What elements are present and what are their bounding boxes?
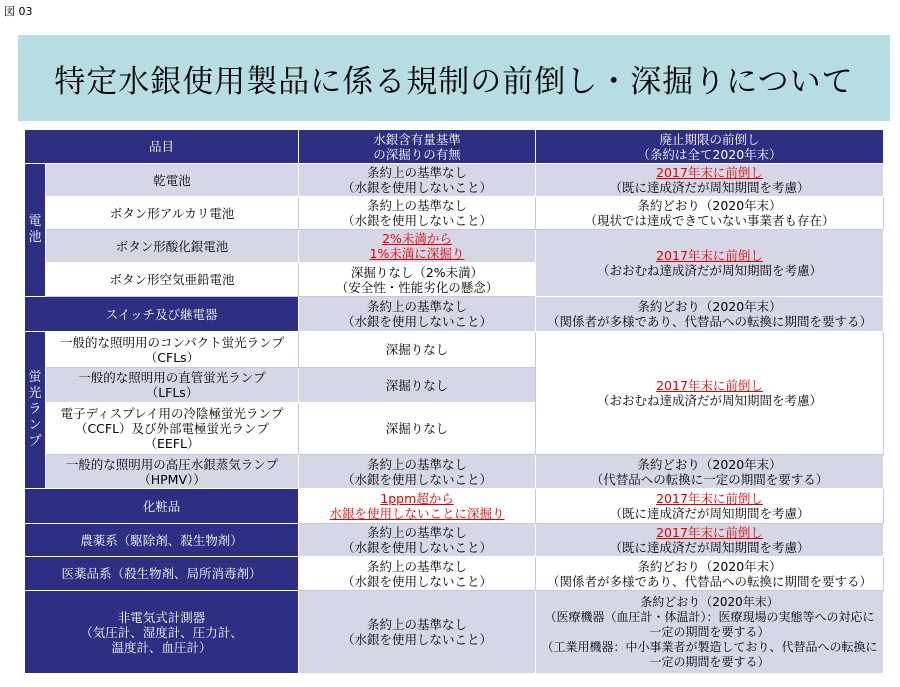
standard-cell: 条約上の基準なし （水銀を使用しないこと） — [299, 557, 536, 591]
item-cell: 電子ディスプレイ用の冷陰極蛍光ランプ （CCFL）及び外部電極蛍光ランプ （EEFL） — [46, 403, 299, 455]
deadline-cell: 条約どおり（2020年末） （医療機器（血圧計・体温計）：医療現場の実態等への対応に 一定の期間を要する） （工業用機器：中小事業者が製造しており、代替品への転換に 一定の期間を要する） — [536, 591, 884, 674]
standard-cell: 1ppm超から 水銀を使用しないことに深掘り — [299, 489, 536, 524]
item-cell: 化粧品 — [25, 489, 299, 524]
header-deadline: 廃止期限の前倒し （条約は全て2020年末） — [536, 130, 884, 164]
group-label-lamp: 蛍 光 ラ ン プ — [25, 332, 46, 489]
page-title: 特定水銀使用製品に係る規制の前倒し・深掘りについて — [54, 63, 854, 100]
standard-cell: 条約上の基準なし （水銀を使用しないこと） — [299, 524, 536, 557]
standard-cell: 条約上の基準なし （水銀を使用しないこと） — [299, 297, 536, 332]
table-row — [25, 591, 884, 674]
item-cell: ボタン形アルカリ電池 — [46, 197, 299, 230]
header-standard: 水銀含有量基準 の深掘りの有無 — [299, 130, 536, 164]
standard-cell: 条約上の基準なし （水銀を使用しないこと） — [299, 591, 536, 674]
item-cell: 一般的な照明用の直管蛍光ランプ （LFLs） — [46, 368, 299, 403]
table-row — [25, 455, 884, 489]
table-header-row — [25, 130, 884, 164]
deadline-cell: 条約どおり（2020年末） （代替品への転換に一定の期間を要する） — [536, 455, 884, 489]
standard-cell: 深掘りなし（2%未満） （安全性・性能劣化の懸念） — [299, 263, 536, 297]
title-banner — [18, 35, 890, 121]
figure-label: 図 03 — [4, 5, 33, 18]
table-row — [25, 164, 884, 197]
item-cell: ボタン形空気亜鉛電池 — [46, 263, 299, 297]
standard-cell: 条約上の基準なし （水銀を使用しないこと） — [299, 455, 536, 489]
standard-cell: 2%未満から 1%未満に深掘り — [299, 230, 536, 263]
deadline-cell: 2017年末に前倒し （おおむね達成済だが周知期間を考慮） — [536, 230, 884, 297]
table-row — [25, 524, 884, 557]
standard-cell: 条約上の基準なし （水銀を使用しないこと） — [299, 164, 536, 197]
table-row — [25, 489, 884, 524]
deadline-cell: 2017年末に前倒し （既に達成済だが周知期間を考慮） — [536, 489, 884, 524]
item-cell: ボタン形酸化銀電池 — [46, 230, 299, 263]
deadline-cell: 条約どおり（2020年末） （関係者が多様であり、代替品への転換に期間を要する） — [536, 557, 884, 591]
deadline-cell: 2017年末に前倒し （既に達成済だが周知期間を考慮） — [536, 164, 884, 197]
deadline-cell: 2017年末に前倒し （おおむね達成済だが周知期間を考慮） — [536, 332, 884, 455]
standard-cell: 深掘りなし — [299, 332, 536, 368]
standard-cell: 深掘りなし — [299, 368, 536, 403]
table-row — [25, 297, 884, 332]
table-row — [25, 197, 884, 230]
item-cell: 医薬品系（殺生物剤、局所消毒剤） — [25, 557, 299, 591]
item-cell: 非電気式計測器 （気圧計、湿度計、圧力計、 温度計、血圧計） — [25, 591, 299, 674]
regulation-table — [24, 129, 884, 674]
deadline-cell: 条約どおり（2020年末） （関係者が多様であり、代替品への転換に期間を要する） — [536, 297, 884, 332]
table-row — [25, 332, 884, 368]
group-label-battery: 電 池 — [25, 164, 46, 297]
standard-cell: 条約上の基準なし （水銀を使用しないこと） — [299, 197, 536, 230]
table-row — [25, 557, 884, 591]
header-item: 品目 — [25, 130, 299, 164]
deadline-cell: 条約どおり（2020年末） （現状では達成できていない事業者も存在） — [536, 197, 884, 230]
deadline-cell: 2017年末に前倒し （既に達成済だが周知期間を考慮） — [536, 524, 884, 557]
standard-cell: 深掘りなし — [299, 403, 536, 455]
item-cell: 乾電池 — [46, 164, 299, 197]
item-cell: スイッチ及び継電器 — [25, 297, 299, 332]
item-cell: 一般的な照明用の高圧水銀蒸気ランプ （HPMV）） — [46, 455, 299, 489]
table-row — [25, 230, 884, 263]
item-cell: 一般的な照明用のコンパクト蛍光ランプ （CFLs） — [46, 332, 299, 368]
item-cell: 農薬系（駆除剤、殺生物剤） — [25, 524, 299, 557]
